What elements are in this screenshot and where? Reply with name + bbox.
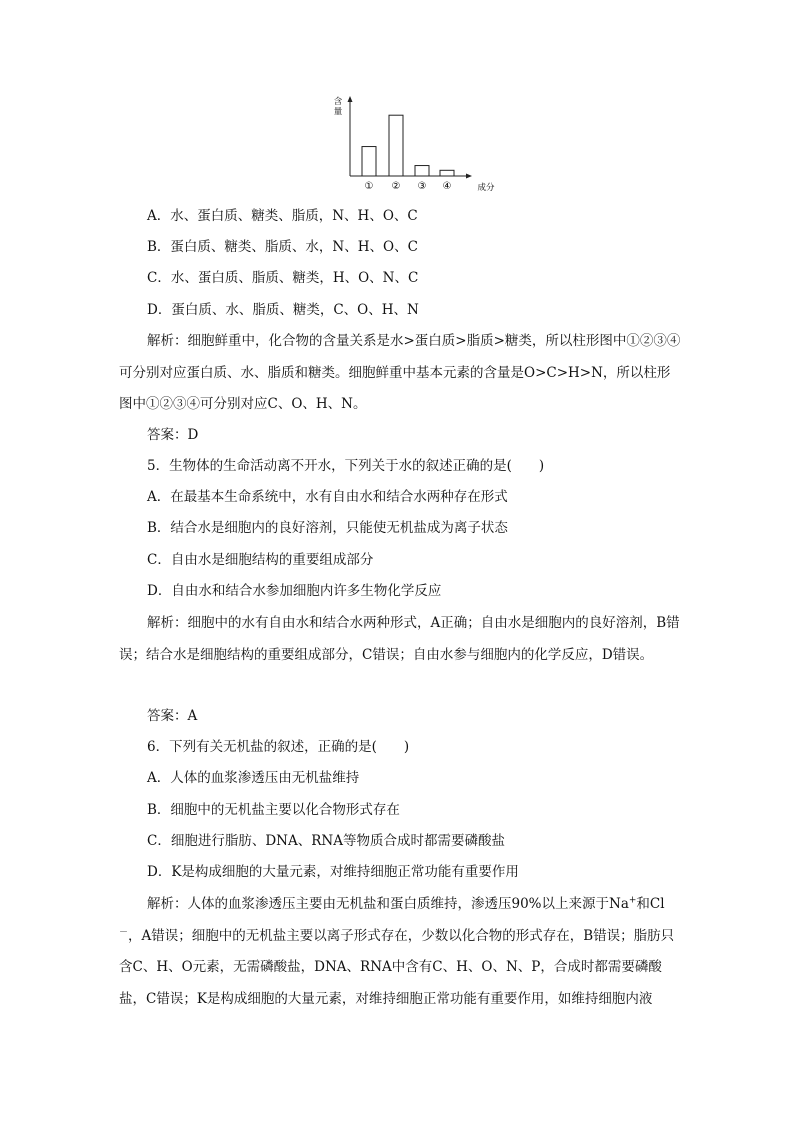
- q6-option-c: C．细胞进行脂肪、DNA、RNA等物质合成时都需要磷酸盐: [147, 833, 505, 849]
- q4-analysis: 解析：细胞鲜重中，化合物的含量关系是水>蛋白质>脂质>糖类，所以柱形图中①②③④可分别对应蛋白质、水、脂质和糖类。细胞鲜重中基本元素的含量是O>C>H>N，所以柱形图中①②③④可分别对应C、O、H、N。: [119, 333, 681, 412]
- x-tick-label-1: ①: [364, 181, 374, 192]
- q5-analysis: 解析：细胞中的水有自由水和结合水两种形式，A正确；自由水是细胞内的良好溶剂，B错误；结合水是细胞结构的重要组成部分，C错误；自由水参与细胞内的化学反应，D错误。: [119, 615, 680, 663]
- bar-1: [362, 147, 376, 176]
- content-bar-chart: [328, 96, 498, 196]
- x-tick-label-4: ④: [442, 181, 452, 192]
- bar-chart-svg: [328, 96, 498, 196]
- q6-analysis-part3: ，A错误；细胞中的无机盐主要以离子形式存在，少数以化合物的形式存在，B错误；脂肪只含C、H、O元素，无需磷酸盐，DNA、RNA中含有C、H、O、N、P，合成时都需要磷酸盐，C错误；K是构成细胞的大量元素，对维持细胞正常功能有重要作用，如维持细胞内液: [119, 927, 675, 1007]
- x-tick-label-2: ②: [391, 181, 401, 192]
- bar-3: [415, 166, 429, 176]
- chart-bars-group: [362, 115, 454, 176]
- q5-stem: 5．生物体的生命活动离不开水，下列关于水的叙述正确的是( ): [147, 458, 545, 474]
- q4-option-a: A．水、蛋白质、糖类、脂质，N、H、O、C: [147, 208, 418, 224]
- bar-4: [440, 170, 454, 176]
- chart-tick-labels: [365, 181, 452, 192]
- q6-analysis-sup2: －: [119, 927, 129, 937]
- q4-answer: 答案：D: [147, 427, 199, 443]
- bar-2: [389, 115, 403, 176]
- q4-option-b: B．蛋白质、糖类、脂质、水，N、H、O、C: [147, 239, 418, 255]
- q6-option-d: D．K是构成细胞的大量元素，对维持细胞正常功能有重要作用: [147, 864, 519, 880]
- y-axis-arrow: [348, 96, 353, 102]
- y-axis-label: 含量: [333, 97, 343, 117]
- q6-analysis-part2: 和Cl: [636, 896, 665, 912]
- q4-option-d: D．蛋白质、水、脂质、糖类，C、O、H、N: [147, 302, 419, 318]
- x-tick-label-3: ③: [417, 181, 427, 192]
- x-axis-label: 成分: [477, 183, 495, 193]
- q5-option-a: A．在最基本生命系统中，水有自由水和结合水两种存在形式: [147, 489, 508, 505]
- q5-answer: 答案：A: [147, 708, 198, 724]
- q5-option-c: C．自由水是细胞结构的重要组成部分: [147, 552, 374, 568]
- q6-analysis-sup1: +: [628, 895, 637, 906]
- x-axis-arrow: [466, 174, 472, 179]
- q5-option-d: D．自由水和结合水参加细胞内许多生物化学反应: [147, 583, 442, 599]
- q6-option-b: B．细胞中的无机盐主要以化合物形式存在: [147, 802, 400, 818]
- q6-option-a: A．人体的血浆渗透压由无机盐维持: [147, 770, 360, 786]
- q6-analysis-part1: 解析：人体的血浆渗透压主要由无机盐和蛋白质维持，渗透压90%以上来源于Na: [147, 896, 629, 912]
- q5-option-b: B．结合水是细胞内的良好溶剂，只能使无机盐成为离子状态: [147, 520, 508, 536]
- q4-option-c: C．水、蛋白质、脂质、糖类，H、O、N、C: [147, 270, 419, 286]
- q6-stem: 6．下列有关无机盐的叙述，正确的是( ): [147, 739, 410, 755]
- q6-analysis: [119, 889, 681, 1015]
